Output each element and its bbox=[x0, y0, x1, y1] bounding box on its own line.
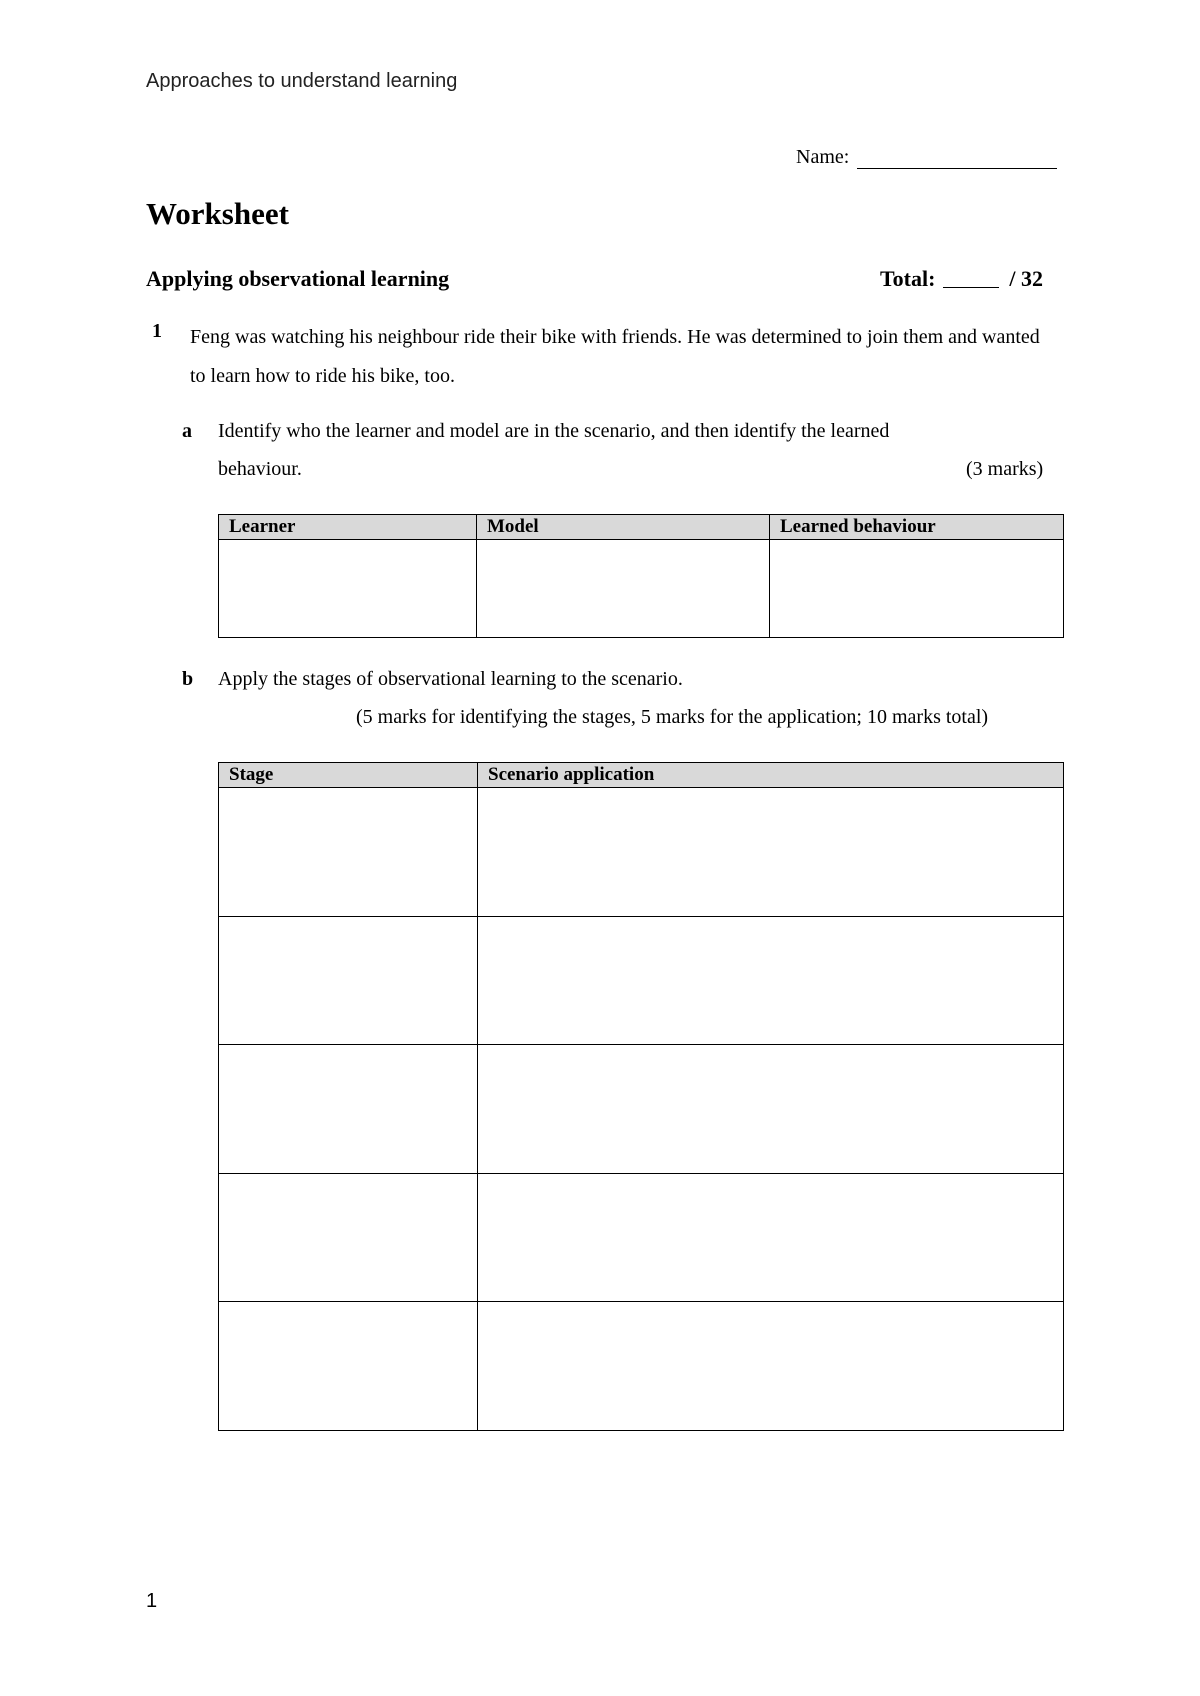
stage-cell[interactable] bbox=[219, 917, 478, 1045]
total-max: / 32 bbox=[1009, 266, 1044, 291]
part-a-text: Identify who the learner and model are in the scenario, and then identify the learned behaviour. bbox=[218, 420, 890, 480]
application-cell[interactable] bbox=[478, 1174, 1064, 1302]
name-blank-line bbox=[857, 148, 1057, 169]
table-row bbox=[219, 540, 1064, 638]
header-learner: Learner bbox=[219, 515, 477, 540]
part-b-text: Apply the stages of observational learning to the scenario. bbox=[218, 668, 683, 690]
page-number: 1 bbox=[146, 1590, 158, 1612]
header-model: Model bbox=[477, 515, 770, 540]
stage-cell[interactable] bbox=[219, 1302, 478, 1431]
stage-cell[interactable] bbox=[219, 1045, 478, 1174]
header-stage: Stage bbox=[219, 763, 478, 788]
application-cell[interactable] bbox=[478, 1045, 1064, 1174]
total-score bbox=[880, 266, 1043, 292]
section-title: Applying observational learning bbox=[146, 266, 450, 291]
part-a-label: a bbox=[182, 420, 192, 442]
question-text: Feng was watching his neighbour ride their bike with friends. He was determined to join them and wanted to learn how to ride his bike, too. bbox=[190, 326, 1040, 387]
part-b-label: b bbox=[182, 668, 194, 690]
table-row bbox=[219, 1302, 1064, 1431]
part-a-marks: (3 marks) bbox=[966, 458, 1044, 480]
model-answer-cell[interactable] bbox=[477, 540, 770, 638]
table-header-row bbox=[219, 763, 1064, 788]
application-cell[interactable] bbox=[478, 788, 1064, 917]
learner-answer-cell[interactable] bbox=[219, 540, 477, 638]
table-row bbox=[219, 788, 1064, 917]
name-field bbox=[796, 146, 1057, 169]
table-row bbox=[219, 1045, 1064, 1174]
part-b-marks: (5 marks for identifying the stages, 5 marks for the application; 10 marks total) bbox=[356, 706, 989, 728]
total-blank-line bbox=[943, 269, 999, 288]
question-number: 1 bbox=[152, 320, 162, 342]
table-row bbox=[219, 1174, 1064, 1302]
running-header: Approaches to understand learning bbox=[146, 70, 458, 92]
header-scenario-application: Scenario application bbox=[478, 763, 1064, 788]
page-title: Worksheet bbox=[146, 196, 289, 231]
part-a-table bbox=[218, 514, 1064, 638]
application-cell[interactable] bbox=[478, 1302, 1064, 1431]
table-row bbox=[219, 917, 1064, 1045]
stage-cell[interactable] bbox=[219, 788, 478, 917]
total-label: Total: bbox=[880, 266, 936, 291]
stage-cell[interactable] bbox=[219, 1174, 478, 1302]
application-cell[interactable] bbox=[478, 917, 1064, 1045]
table-header-row bbox=[219, 515, 1064, 540]
learned-behaviour-answer-cell[interactable] bbox=[770, 540, 1064, 638]
part-b-table bbox=[218, 762, 1064, 1431]
header-learned-behaviour: Learned behaviour bbox=[770, 515, 1064, 540]
name-label: Name: bbox=[796, 146, 850, 168]
